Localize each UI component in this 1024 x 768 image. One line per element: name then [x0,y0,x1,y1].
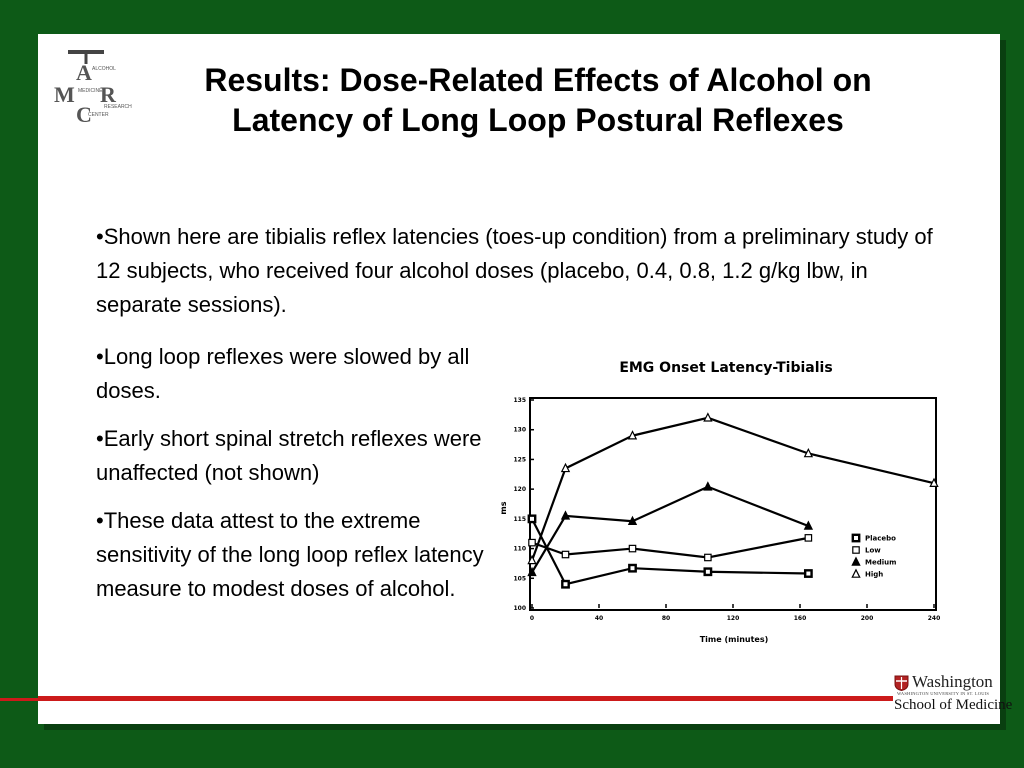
legend-label-medium: Medium [865,558,897,567]
bullet-item: •These data attest to the extreme sensitivity of the long loop reflex latency measure to modest doses of alcohol. [96,508,484,601]
data-point-low [805,535,811,541]
x-tick-label: 0 [529,615,535,622]
washington-university-logo [890,672,1013,718]
data-point-placebo [705,569,711,575]
x-tick-label: 80 [661,615,671,622]
y-tick-label: 135 [513,397,526,404]
chart-title: EMG Onset Latency-Tibialis [619,360,833,376]
x-tick-label: 240 [927,615,941,622]
data-point-placebo [529,516,535,522]
bullet-list [96,340,486,620]
footer-rule [38,696,893,701]
y-tick-label: 120 [513,486,526,494]
data-point-low [562,551,568,557]
data-point-low [705,554,711,560]
y-tick-label: 100 [513,605,526,612]
legend-marker-high [852,570,859,577]
bullet-item: •Long loop reflexes were slowed by all doses. [96,344,470,403]
legend-marker-placebo [853,535,859,541]
legend-label-high: High [865,570,884,579]
logo-word-research: RESEARCH [104,104,132,110]
slide-title [98,60,978,140]
series-line-medium [532,487,808,573]
x-tick-label: 120 [726,615,740,622]
series-line-placebo [532,519,808,584]
y-tick-label: 115 [513,515,526,523]
y-axis-label: ms [499,501,508,515]
emg-latency-chart [494,350,954,650]
university-subtitle: WASHINGTON UNIVERSITY IN ST. LOUIS [896,691,990,696]
x-axis-label: Time (minutes) [699,635,769,644]
logo-word-medicine: MEDICINE [78,88,103,94]
data-point-medium [704,483,711,490]
logo-word-alcohol: ALCOHOL [92,66,116,72]
data-point-placebo [805,570,811,576]
legend-label-low: Low [865,546,881,555]
legend-label-placebo: Placebo [865,534,896,543]
series-line-low [532,538,808,558]
x-tick-label: 200 [860,615,874,622]
slide [38,34,1013,724]
data-point-placebo [562,581,568,587]
bullet-intro: •Shown here are tibialis reflex latencies (toes-up condition) from a preliminary study of 12 subjects, who received four alcohol doses (placebo, 0.4, 0.8, 1.2 g/kg lbw, in separate sessions). [96,224,933,317]
logo-letter-c: C [76,102,92,127]
university-shield-icon [894,675,909,691]
y-tick-label: 110 [513,545,526,553]
x-tick-label: 40 [594,615,604,622]
school-name: School of Medicine [894,697,1013,713]
data-point-low [629,545,635,551]
data-point-low [529,539,535,545]
logo-letter-m: M [54,82,75,107]
y-tick-label: 105 [513,575,526,583]
title-line-1: Results: Dose-Related Effects of Alcohol on [204,62,872,98]
logo-word-center: CENTER [88,112,109,118]
y-tick-label: 130 [513,426,526,434]
y-tick-label: 125 [513,456,526,464]
bullet-item: •Early short spinal stretch reflexes were unaffected (not shown) [96,426,482,485]
title-line-2: Latency of Long Loop Postural Reflexes [232,102,844,138]
legend-marker-low [853,547,859,553]
logo-letter-r: R [100,82,116,107]
legend-marker-medium [852,558,859,565]
university-name: Washington [912,672,993,691]
x-tick-label: 160 [793,615,807,622]
footer-rule-left [0,698,38,701]
data-point-placebo [629,565,635,571]
logo-letter-a: A [76,60,92,85]
